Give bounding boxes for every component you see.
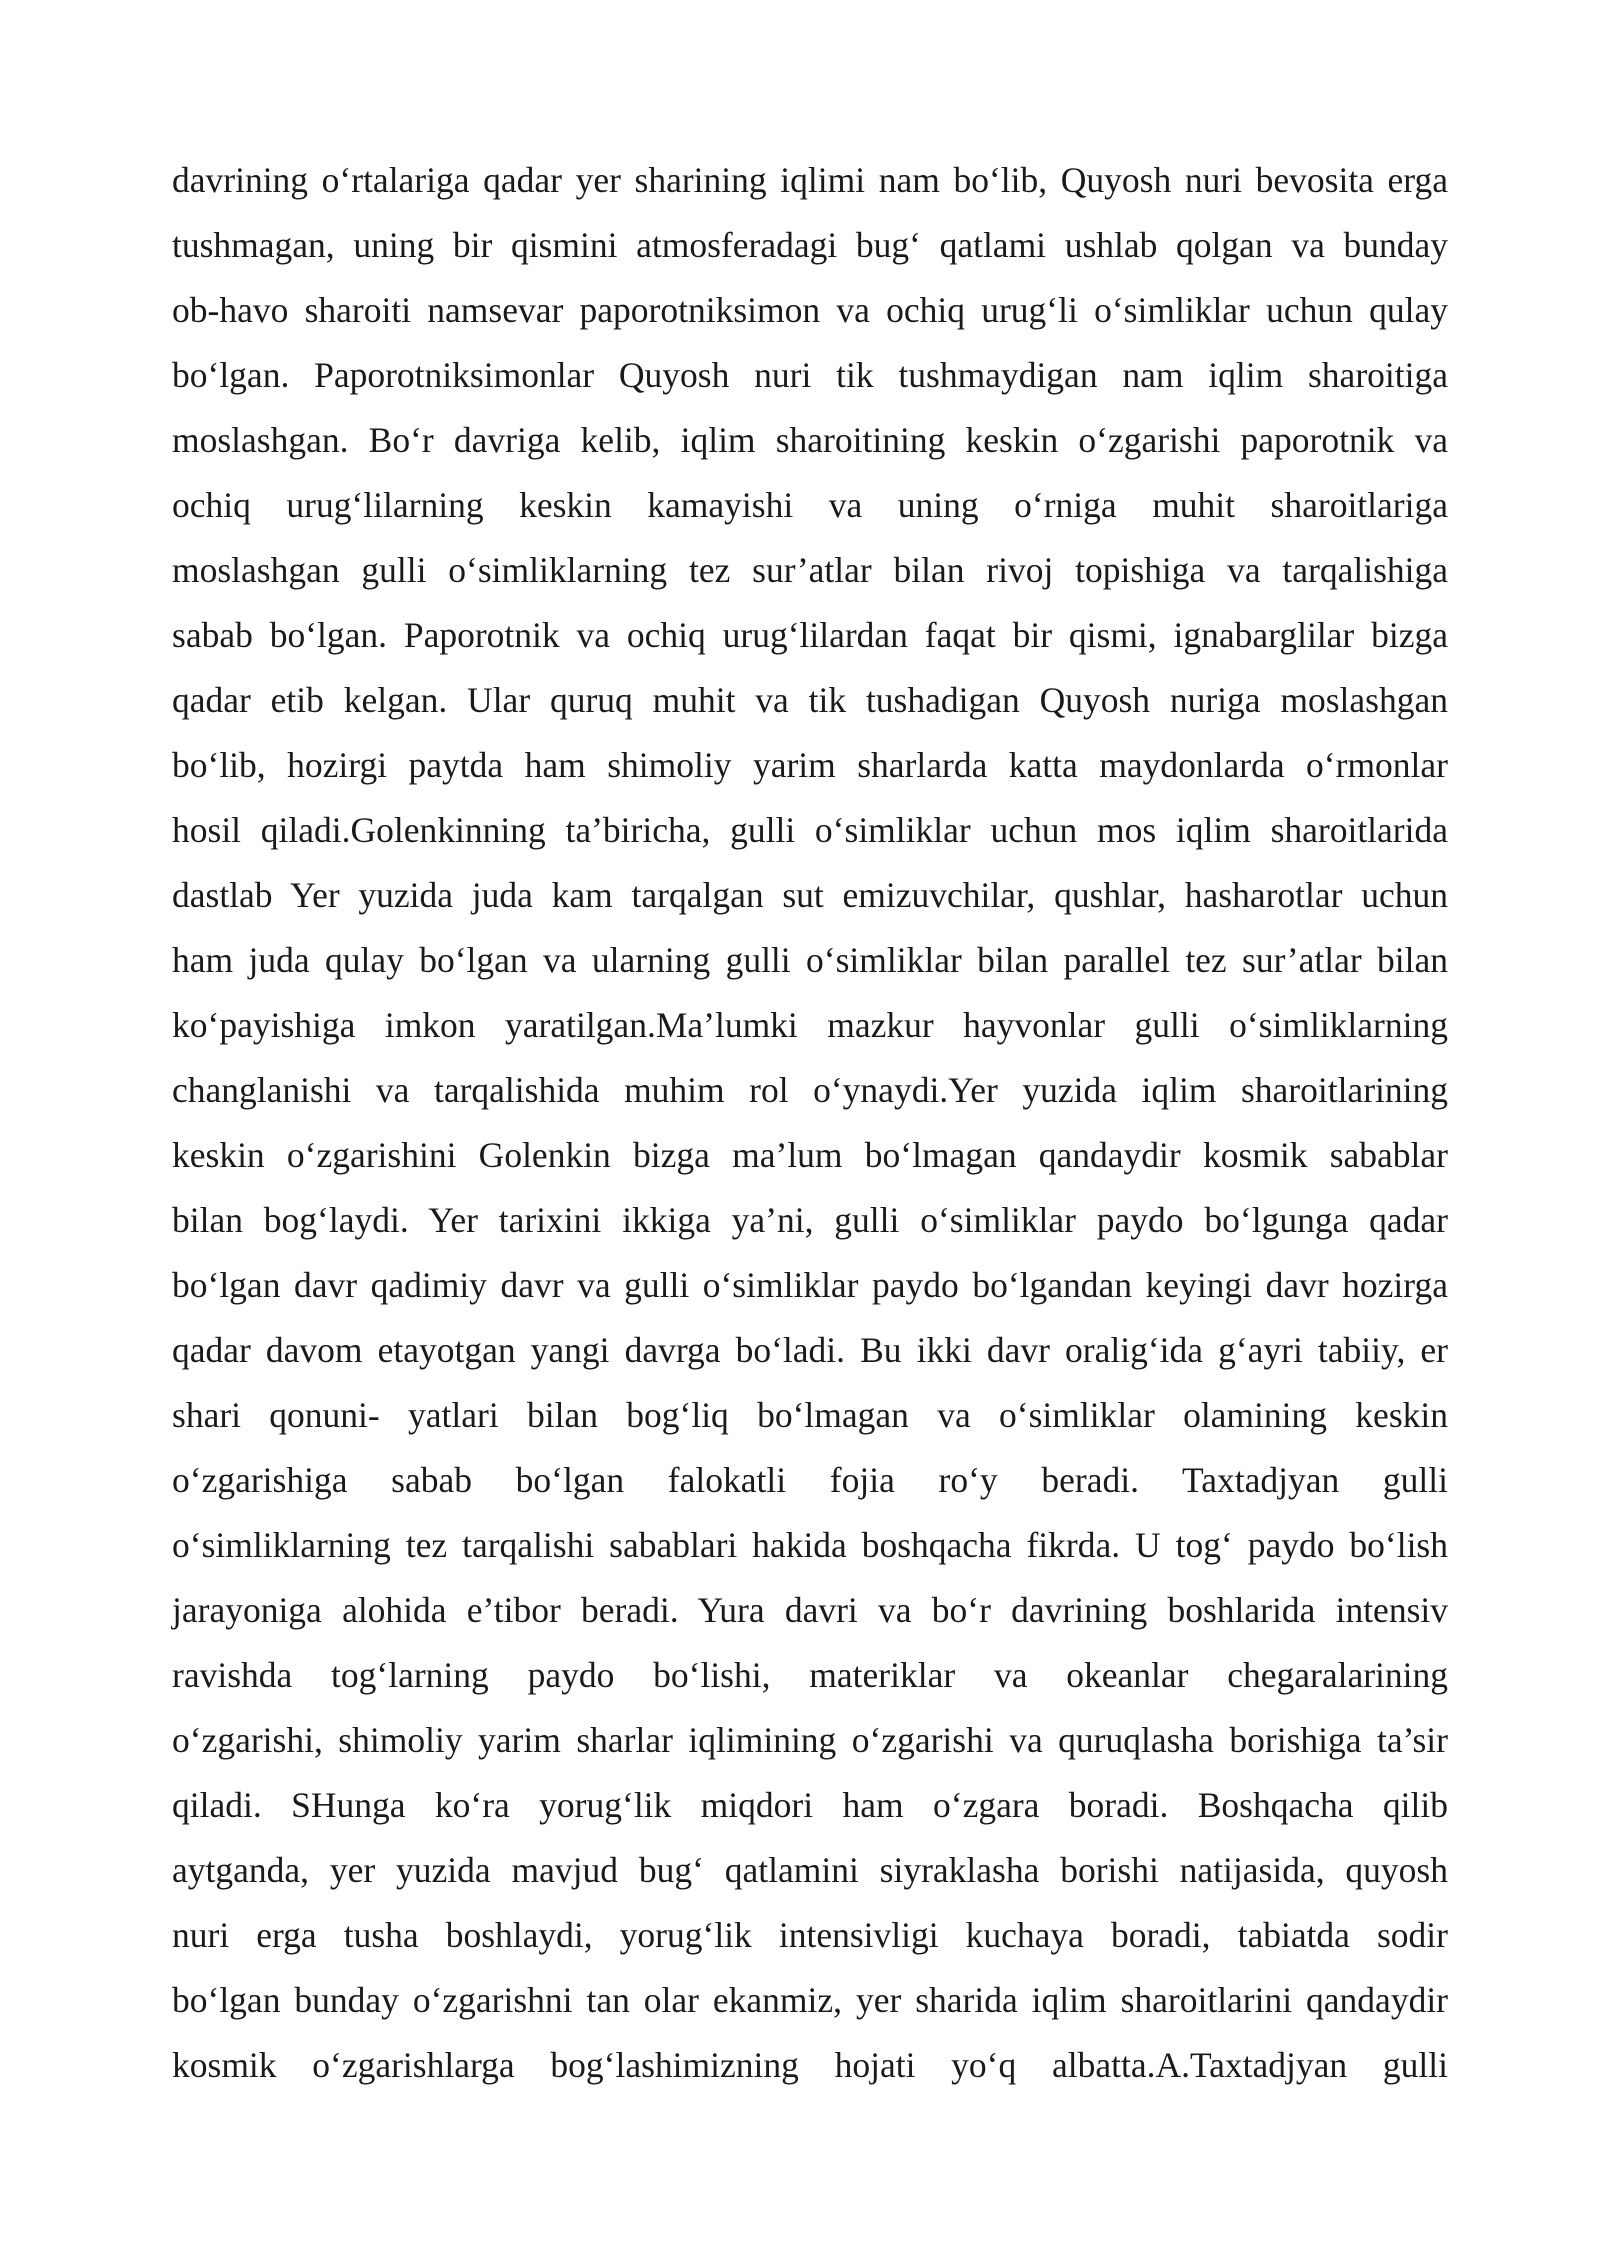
text-line: bilan bog‘laydi. Yer tarixini ikkiga ya’ni, gulli o‘simliklar paydo bo‘lgunga qadar — [172, 1200, 1448, 1240]
text-line: qadar etib kelgan. Ular quruq muhit va tik tushadigan Quyosh nuriga moslashgan — [172, 680, 1448, 720]
text-line: jarayoniga alohida e’tibor beradi. Yura davri va bo‘r davrining boshlarida intensiv — [172, 1590, 1448, 1630]
text-line: changlanishi va tarqalishida muhim rol o‘ynaydi.Yer yuzida iqlim sharoitlarining — [172, 1070, 1448, 1110]
text-line: kosmik o‘zgarishlarga bog‘lashimizning hojati yo‘q albatta.A.Taxtadjyan gulli — [172, 2045, 1448, 2085]
text-line: davrining o‘rtalariga qadar yer sharining iqlimi nam bo‘lib, Quyosh nuri bevosita erga — [172, 160, 1448, 200]
text-line: moslashgan. Bo‘r davriga kelib, iqlim sharoitining keskin o‘zgarishi paporotnik va — [172, 420, 1448, 460]
text-line: tushmagan, uning bir qismini atmosferadagi bug‘ qatlami ushlab qolgan va bunday — [172, 225, 1448, 265]
text-line: keskin o‘zgarishini Golenkin bizga ma’lum bo‘lmagan qandaydir kosmik sabablar — [172, 1135, 1448, 1175]
text-line: bo‘lgan. Paporotniksimonlar Quyosh nuri tik tushmaydigan nam iqlim sharoitiga — [172, 355, 1448, 395]
text-line: hosil qiladi.Golenkinning ta’biricha, gulli o‘simliklar uchun mos iqlim sharoitlarida — [172, 810, 1448, 850]
text-line: ob-havo sharoiti namsevar paporotniksimon va ochiq urug‘li o‘simliklar uchun qulay — [172, 290, 1448, 330]
text-line: dastlab Yer yuzida juda kam tarqalgan sut emizuvchilar, qushlar, hasharotlar uchun — [172, 875, 1448, 915]
text-line: ham juda qulay bo‘lgan va ularning gulli o‘simliklar bilan parallel tez sur’atlar bilan — [172, 940, 1448, 980]
text-line: o‘zgarishiga sabab bo‘lgan falokatli fojia ro‘y beradi. Taxtadjyan gulli — [172, 1460, 1448, 1500]
text-line: qadar davom etayotgan yangi davrga bo‘ladi. Bu ikki davr oralig‘ida g‘ayri tabiiy, er — [172, 1330, 1448, 1370]
text-line: moslashgan gulli o‘simliklarning tez sur’atlar bilan rivoj topishiga va tarqalishiga — [172, 550, 1448, 590]
text-line: aytganda, yer yuzida mavjud bug‘ qatlamini siyraklasha borishi natijasida, quyosh — [172, 1850, 1448, 1890]
text-line: shari qonuni- yatlari bilan bog‘liq bo‘lmagan va o‘simliklar olamining keskin — [172, 1395, 1448, 1435]
text-line: ko‘payishiga imkon yaratilgan.Ma’lumki mazkur hayvonlar gulli o‘simliklarning — [172, 1005, 1448, 1045]
text-line: bo‘lgan bunday o‘zgarishni tan olar ekanmiz, yer sharida iqlim sharoitlarini qandaydir — [172, 1980, 1448, 2020]
text-line: nuri erga tusha boshlaydi, yorug‘lik intensivligi kuchaya boradi, tabiatda sodir — [172, 1915, 1448, 1955]
text-line: sabab bo‘lgan. Paporotnik va ochiq urug‘lilardan faqat bir qismi, ignabarglilar bizga — [172, 615, 1448, 655]
text-line: qiladi. SHunga ko‘ra yorug‘lik miqdori ham o‘zgara boradi. Boshqacha qilib — [172, 1785, 1448, 1825]
text-line: ravishda tog‘larning paydo bo‘lishi, materiklar va okeanlar chegaralarining — [172, 1655, 1448, 1695]
text-line: o‘zgarishi, shimoliy yarim sharlar iqlimining o‘zgarishi va quruqlasha borishiga ta’sir — [172, 1720, 1448, 1760]
text-line: o‘simliklarning tez tarqalishi sabablari hakida boshqacha fikrda. U tog‘ paydo bo‘lish — [172, 1525, 1448, 1565]
text-line: bo‘lgan davr qadimiy davr va gulli o‘simliklar paydo bo‘lgandan keyingi davr hozirga — [172, 1265, 1448, 1305]
text-line: bo‘lib, hozirgi paytda ham shimoliy yarim sharlarda katta maydonlarda o‘rmonlar — [172, 745, 1448, 785]
body-text — [172, 148, 1448, 2098]
text-line: ochiq urug‘lilarning keskin kamayishi va uning o‘rniga muhit sharoitlariga — [172, 485, 1448, 525]
